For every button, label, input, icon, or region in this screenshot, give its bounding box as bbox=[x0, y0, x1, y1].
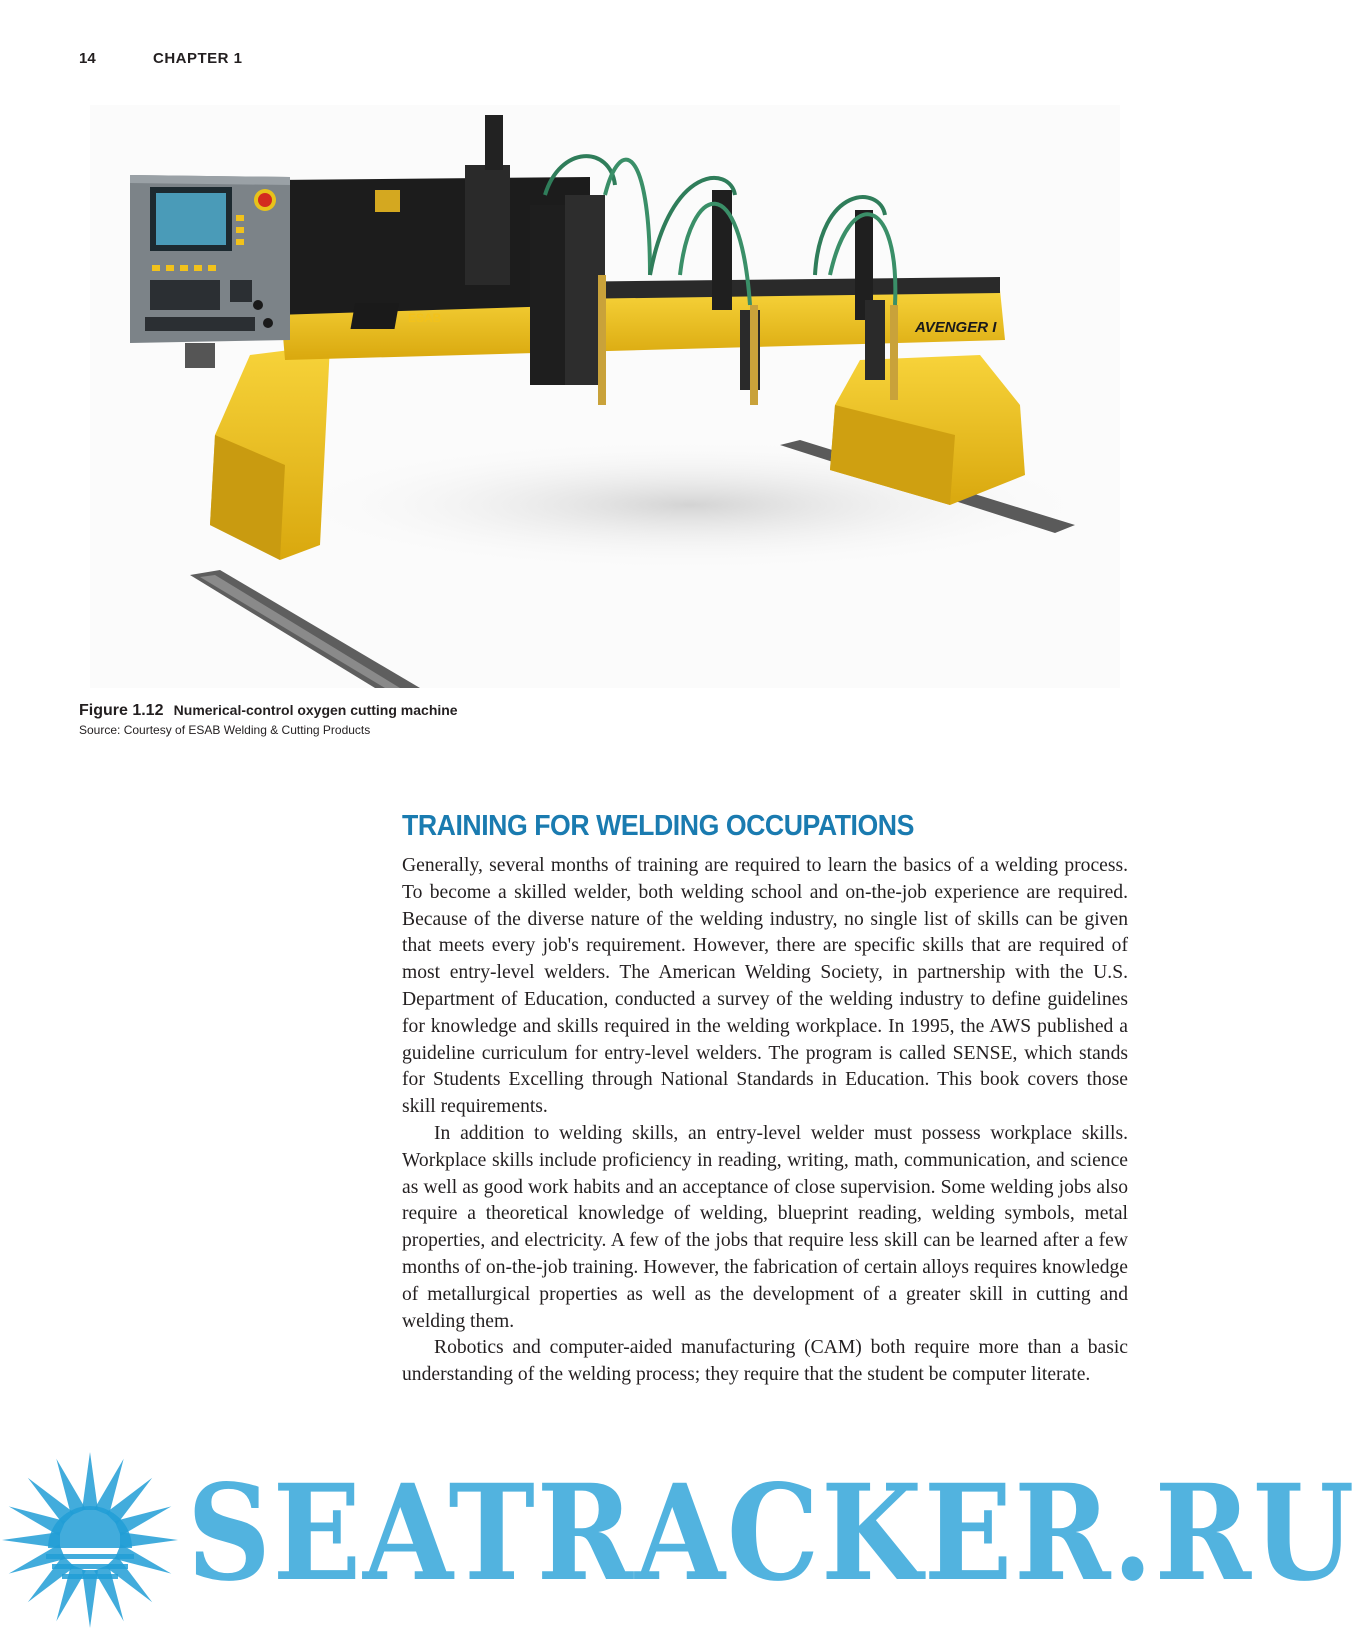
svg-text:ESAB: ESAB bbox=[408, 311, 442, 325]
watermark-text: SEATRACKER.RU bbox=[187, 1456, 1356, 1611]
figure-source: Source: Courtesy of ESAB Welding & Cutting Products bbox=[79, 723, 371, 737]
figure-caption bbox=[79, 702, 458, 737]
body-paragraph-2: In addition to welding skills, an entry-level welder must possess workplace skills. Workplace skills include proficiency in reading, writing, math, communication, and science as well as good work habits and an acceptance of close supervision. Some welding jobs also require a theoretical knowledge of welding, blueprint reading, welding symbols, metal properties, and electricity. A few of the jobs that require less skill can be learned after a few months of on-the-job training. However, the fabrication of certain alloys requires knowledge of metallurgical properties as well as the development of a greater skill in cutting and welding them. bbox=[402, 1122, 1128, 1332]
training-section bbox=[402, 810, 1128, 1389]
figure-title: Numerical-control oxygen cutting machine bbox=[173, 702, 458, 718]
section-heading: TRAINING FOR WELDING OCCUPATIONS bbox=[402, 810, 914, 842]
watermark bbox=[0, 1448, 1356, 1628]
body-paragraph-1: Generally, several months of training are required to learn the basics of a welding process. To become a skilled welder, both welding school and on-the-job experience are required. Because of the diverse nature of the welding industry, no single list of skills can be given that meets every job's requirement. However, there are specific skills that are required of most entry-level welders. The American Welding Society, in partnership with the U.S. Department of Education, conducted a survey of the welding industry to define guidelines for knowledge and skills required in the welding workplace. In 1995, the AWS published a guideline curriculum for entry-level welders. The program is called SENSE, which stands for Students Excelling through National Standards in Education. This book covers those skill requirements. bbox=[402, 855, 1128, 1118]
running-head bbox=[79, 50, 243, 67]
sun-icon bbox=[0, 1448, 180, 1628]
console-screen bbox=[156, 193, 226, 245]
chapter-label: CHAPTER 1 bbox=[153, 50, 243, 67]
page-number: 14 bbox=[79, 50, 96, 67]
figure-label: Figure 1.12 bbox=[79, 702, 164, 719]
cutting-machine-illustration bbox=[90, 105, 1120, 688]
body-paragraph-3: Robotics and computer-aided manufacturing (CAM) both require more than a basic understanding of the welding process; they require that the student be computer literate. bbox=[402, 1337, 1128, 1386]
model-label: AVENGER I bbox=[915, 319, 997, 336]
control-console bbox=[130, 175, 290, 368]
figure-image bbox=[90, 105, 1120, 688]
